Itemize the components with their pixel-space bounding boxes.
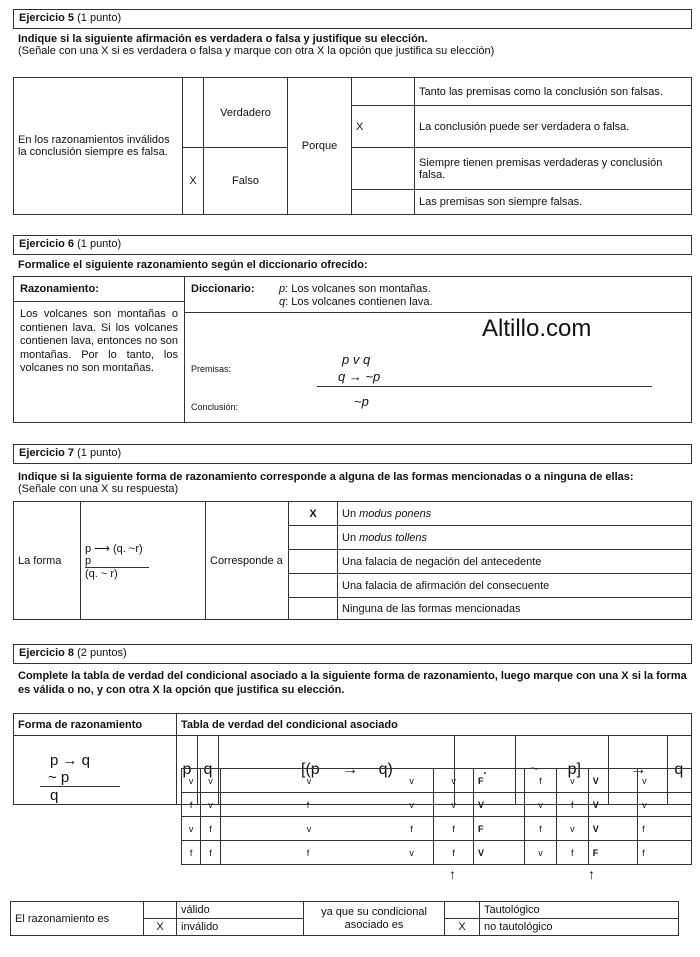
ex6-dict-q: q: Los volcanes contienen lava.: [279, 296, 433, 308]
ex6-conclusion-label: Conclusión:: [191, 402, 239, 412]
ex6-dict-label: Diccionario:: [191, 283, 255, 295]
ex8-truth-cell[interactable]: f: [220, 793, 390, 817]
ex8-instruction: Complete la tabla de verdad del condicional asociado a la siguiente forma de razonamiento, luego marque con una X si la forma es válida o no, y con otra X la opción que justifica su elección.: [18, 670, 687, 696]
ex8-truth-cell[interactable]: v: [525, 793, 557, 817]
ex8-truth-cell[interactable]: f: [556, 793, 588, 817]
ex7-option-mark[interactable]: X: [289, 502, 338, 526]
ex8-truth-rows: [181, 768, 692, 865]
ex8-truth-cell[interactable]: V: [474, 793, 525, 817]
ex6-premise-1: p v q: [342, 352, 371, 367]
ex8-col-head: p]: [567, 761, 581, 778]
ex7-form-cell: [81, 502, 206, 620]
ex5-option-mark[interactable]: X: [352, 106, 415, 148]
ex8-form-premise-2: ~ p: [40, 769, 120, 787]
ex8-truth-cell[interactable]: v: [390, 841, 434, 865]
ex8-form-cell: [14, 736, 177, 805]
ex5-option-text: Siempre tienen premisas verdaderas y conclusión falsa.: [415, 148, 692, 190]
ex8-col-head: →: [609, 736, 668, 805]
ex5-option-mark[interactable]: [352, 190, 415, 215]
ex7-option-text: Ninguna de las formas mencionadas: [338, 598, 692, 620]
ex8-taut: Tautológico: [480, 902, 679, 919]
ex8-truth-cell[interactable]: f: [556, 841, 588, 865]
ex7-form-line-3: (q. ~ r): [85, 567, 118, 580]
ex8-truth-cell[interactable]: v: [220, 769, 390, 793]
ex6-premise-2: q → ~p: [338, 369, 381, 384]
ex8-truth-cell[interactable]: F: [474, 817, 525, 841]
ex7-option-text: Un modus tollens: [338, 526, 692, 550]
ex8-truth-cell[interactable]: v: [525, 841, 557, 865]
ex8-truth-cell[interactable]: v: [390, 769, 434, 793]
ex8-truth-cell[interactable]: V: [474, 841, 525, 865]
ex6-divider-h: [184, 312, 691, 313]
ex6-title-bar: [13, 235, 692, 255]
ex8-truth-cell[interactable]: v: [201, 793, 220, 817]
ex5-points: (1 punto): [77, 12, 122, 24]
ex8-truth-cell[interactable]: f: [638, 841, 692, 865]
ex8-arrow-left: ↑: [449, 866, 456, 882]
ex6-frame: [13, 276, 692, 423]
ex5-note: (Señale con una X si es verdadera o falsa y marque con otra X la opción que justifica su elección): [18, 45, 495, 57]
ex7-form-line-2: p: [85, 555, 149, 568]
ex5-option-mark[interactable]: [352, 78, 415, 106]
ex7-title-bar: [13, 444, 692, 464]
ex8-truth-cell[interactable]: F: [588, 841, 637, 865]
ex5-instruction: Indique si la siguiente afirmación es verdadera o falsa y justifique su elección.: [18, 33, 428, 45]
ex8-truth-cell[interactable]: v: [182, 769, 201, 793]
ex8-truth-row: [182, 817, 692, 841]
ex6-premisas-label: Premisas:: [191, 364, 232, 374]
ex8-truth-cell[interactable]: v: [638, 769, 692, 793]
ex6-dict-p: p: Los volcanes son montañas.: [279, 283, 431, 295]
ex6-dict-q-var: q: [279, 296, 286, 308]
ex8-truth-cell[interactable]: v: [556, 817, 588, 841]
ex8-truth-cell[interactable]: F: [474, 769, 525, 793]
ex8-notaut-mark[interactable]: X: [445, 919, 480, 936]
ex8-col-head: q: [198, 736, 219, 805]
ex7-option-mark[interactable]: [289, 526, 338, 550]
ex8-truth-cell[interactable]: v: [390, 793, 434, 817]
ex6-reasoning-text: Los volcanes son montañas o contienen lava. Si los volcanes contienen lava, entonces no son montañas. Por lo tanto, los volcanes no son montañas.: [20, 308, 178, 374]
ex5-false-mark[interactable]: X: [183, 148, 204, 215]
ex8-truth-cell[interactable]: v: [220, 817, 390, 841]
ex8-truth-cell[interactable]: f: [638, 817, 692, 841]
ex6-conclusion-line: [317, 386, 652, 387]
ex8-truth-row: [182, 769, 692, 793]
ex5-table: [13, 77, 692, 215]
ex7-corresponde: Corresponde a: [206, 502, 289, 620]
ex5-instruction-block: [18, 33, 688, 57]
ex5-option-mark[interactable]: [352, 148, 415, 190]
ex8-points: (2 puntos): [77, 647, 127, 659]
ex6-instruction: Formalice el siguiente razonamiento según el diccionario ofrecido:: [18, 259, 368, 271]
ex8-truth-cell[interactable]: f: [434, 817, 474, 841]
ex8-arrow-right: ↑: [588, 866, 595, 882]
ex8-title-bar: [13, 644, 692, 664]
ex6-divider-left: [14, 301, 184, 302]
ex7-note: (Señale con una X su respuesta): [18, 483, 179, 495]
ex8-col-head: p: [177, 736, 198, 805]
ex8-truth-cell[interactable]: v: [434, 793, 474, 817]
ex8-valid: válido: [177, 902, 304, 919]
ex7-option-mark[interactable]: [289, 550, 338, 574]
ex6-conclusion: ~p: [354, 394, 369, 409]
ex8-title: Ejercicio 8: [19, 647, 75, 659]
ex5-because: Porque: [288, 78, 352, 215]
ex8-form-conclusion: q: [50, 787, 59, 804]
ex8-truth-cell[interactable]: V: [588, 793, 637, 817]
ex7-form-line-1: p ⟶ (q. ~r): [85, 542, 143, 555]
ex8-table-header: Tabla de verdad del condicional asociado: [177, 714, 692, 736]
ex8-because: ya que su condicional asociado es: [304, 902, 445, 936]
ex8-invalid: inválido: [177, 919, 304, 936]
ex8-truth-cell[interactable]: f: [220, 841, 390, 865]
ex8-truth-cell[interactable]: f: [390, 817, 434, 841]
ex7-option-mark[interactable]: [289, 598, 338, 620]
ex8-form-header: Forma de razonamiento: [14, 714, 177, 736]
ex8-col-head: .: [454, 736, 515, 805]
ex8-col-head: →: [342, 761, 359, 778]
ex5-option-text: Las premisas son siempre falsas.: [415, 190, 692, 215]
ex8-truth-cell[interactable]: v: [556, 769, 588, 793]
ex8-truth-cell[interactable]: V: [588, 769, 637, 793]
ex8-truth-cell[interactable]: v: [638, 793, 692, 817]
ex8-truth-row: [182, 793, 692, 817]
ex8-truth-cell[interactable]: f: [525, 769, 557, 793]
ex8-col-head: q: [668, 736, 692, 805]
ex7-instruction: Indique si la siguiente forma de razonamiento corresponde a alguna de las formas mencionadas o a ninguna de ellas:: [18, 471, 634, 483]
ex5-true-mark[interactable]: [183, 78, 204, 148]
ex7-instruction-block: [18, 471, 690, 495]
ex8-truth-cell[interactable]: v: [201, 769, 220, 793]
ex8-valid-mark[interactable]: [144, 902, 177, 919]
ex8-col-head: [(p: [301, 761, 320, 778]
ex8-taut-mark[interactable]: [445, 902, 480, 919]
ex6-points: (1 punto): [77, 238, 122, 250]
ex7-table: [13, 501, 692, 620]
ex8-col-head: q): [378, 761, 393, 778]
ex8-truth-cell[interactable]: f: [434, 841, 474, 865]
ex5-option-text: Tanto las premisas como la conclusión son falsas.: [415, 78, 692, 106]
ex5-statement: En los razonamientos inválidos la conclusión siempre es falsa.: [14, 78, 183, 215]
ex7-option-text: Una falacia de negación del antecedente: [338, 550, 692, 574]
ex8-truth-cell[interactable]: V: [588, 817, 637, 841]
ex7-option-mark[interactable]: [289, 574, 338, 598]
ex8-truth-cell[interactable]: f: [201, 817, 220, 841]
ex5-true-label: Verdadero: [204, 78, 288, 148]
ex8-truth-cell[interactable]: v: [182, 817, 201, 841]
ex6-dict-p-var: p: [279, 283, 286, 295]
ex6-divider-v: [184, 277, 185, 422]
ex5-option-text: La conclusión puede ser verdadera o falsa.: [415, 106, 692, 148]
ex5-false-label: Falso: [204, 148, 288, 215]
ex7-title: Ejercicio 7: [19, 447, 75, 459]
ex7-option-text: Una falacia de afirmación del consecuente: [338, 574, 692, 598]
ex6-title: Ejercicio 6: [19, 238, 75, 250]
ex8-truth-cell[interactable]: f: [525, 817, 557, 841]
ex7-form-label: La forma: [14, 502, 81, 620]
ex8-truth-cell[interactable]: f: [182, 793, 201, 817]
ex7-option-text: Un modus ponens: [338, 502, 692, 526]
ex8-form-premise-1: p → q: [50, 752, 91, 769]
ex8-truth-cell[interactable]: f: [182, 841, 201, 865]
ex6-reasoning-label: Razonamiento:: [20, 283, 99, 295]
ex8-notaut: no tautológico: [480, 919, 679, 936]
ex6-watermark: Altillo.com: [482, 315, 592, 342]
ex8-truth-cell[interactable]: f: [201, 841, 220, 865]
ex8-truth-cell[interactable]: v: [434, 769, 474, 793]
ex8-result-label: El razonamiento es: [11, 902, 144, 936]
ex8-truth-row: [182, 841, 692, 865]
ex7-points: (1 punto): [77, 447, 122, 459]
ex8-invalid-mark[interactable]: X: [144, 919, 177, 936]
ex5-title: Ejercicio 5: [19, 12, 75, 24]
ex8-result-table: [10, 901, 679, 936]
ex5-title-bar: [13, 9, 692, 29]
ex8-col-head: ~: [529, 761, 540, 778]
